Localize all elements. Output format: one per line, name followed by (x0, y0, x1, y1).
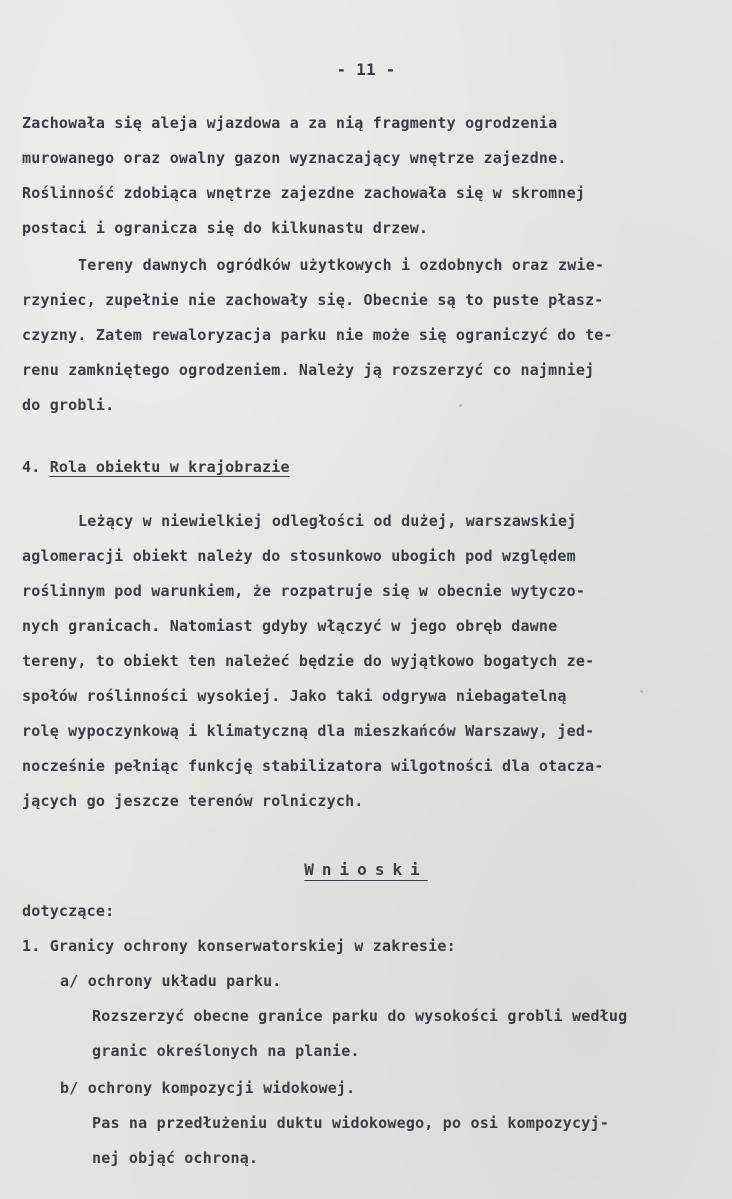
text-line: Rozszerzyć obecne granice parku do wysokości grobli według (92, 1007, 628, 1025)
text-line: tereny, to obiekt ten należeć będzie do wyjątkowo bogatych ze- (22, 652, 595, 670)
text-line: nych granicach. Natomiast gdyby włączyć w jego obręb dawne (22, 617, 558, 635)
text-line: Roślinność zdobiąca wnętrze zajezdne zachowała się w skromnej (22, 184, 586, 202)
text-line: społów roślinności wysokiej. Jako taki odgrywa niebagatelną (22, 687, 567, 705)
section-number: 4. (22, 458, 41, 476)
text-line: nej objąć ochroną. (92, 1149, 259, 1167)
text-line: postaci i ogranicza się do kilkunastu drzew. (22, 219, 429, 237)
list-item: 1. Granicy ochrony konserwatorskiej w zakresie: (22, 937, 456, 955)
text-line: do grobli. (22, 396, 115, 414)
text-line: granic określonych na planie. (92, 1042, 360, 1060)
paper-speck (640, 690, 643, 693)
text-line: Pas na przedłużeniu duktu widokowego, po osi kompozycyj- (92, 1114, 609, 1132)
paper-speck (459, 404, 462, 407)
text-line: Zachowała się aleja wjazdowa a za nią fragmenty ogrodzenia (22, 114, 558, 132)
text-line: jących go jeszcze terenów rolniczych. (22, 792, 364, 810)
text-line: rzyniec, zupełnie nie zachowały się. Obecnie są to puste płasz- (22, 291, 604, 309)
page-number: - 11 - (336, 60, 396, 79)
section-title: Rola obiektu w krajobrazie (49, 458, 290, 476)
list-subitem: b/ ochrony kompozycji widokowej. (60, 1079, 356, 1097)
section-heading (22, 458, 290, 476)
text-line: Leżący w niewielkiej odległości od dużej, warszawskiej (78, 512, 577, 530)
list-subitem: a/ ochrony układu parku. (60, 972, 282, 990)
text-line: roślinnym pod warunkiem, że rozpatruje się w obecnie wytyczo- (22, 582, 586, 600)
text-line: Tereny dawnych ogródków użytkowych i ozdobnych oraz zwie- (78, 256, 605, 274)
text-line: renu zamkniętego ogrodzeniem. Należy ją rozszerzyć co najmniej (22, 361, 595, 379)
text-line: aglomeracji obiekt należy do stosunkowo ubogich pod względem (22, 547, 576, 565)
text-line: rolę wypoczynkową i klimatyczną dla mieszkańców Warszawy, jed- (22, 722, 595, 740)
conclusions-title: Wnioski (304, 860, 428, 879)
text-line: dotyczące: (22, 902, 115, 920)
text-line: murowanego oraz owalny gazon wyznaczający wnętrze zajezdne. (22, 149, 567, 167)
text-line: czyzny. Zatem rewaloryzacja parku nie może się ograniczyć do te- (22, 326, 613, 344)
text-line: nocześnie pełniąc funkcję stabilizatora wilgotności dla otacza- (22, 757, 604, 775)
